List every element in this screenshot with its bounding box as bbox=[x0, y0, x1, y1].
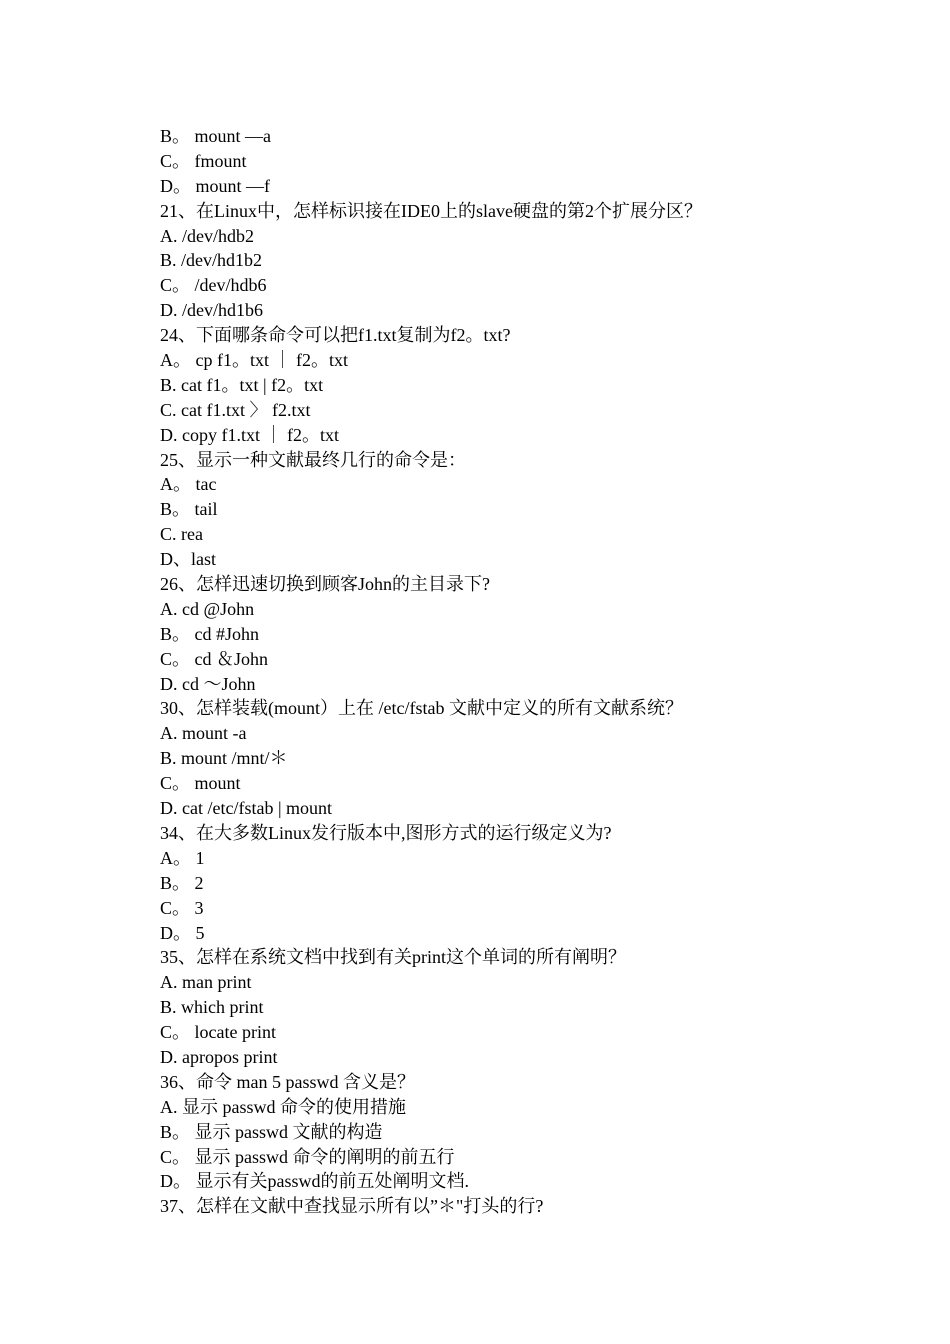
option-line: B. /dev/hd1b2 bbox=[160, 250, 262, 271]
question-line: 36、命令 man 5 passwd 含义是？ bbox=[160, 1071, 415, 1092]
option-line: A。 1 bbox=[160, 847, 205, 868]
option-line: B. which print bbox=[160, 997, 264, 1018]
option-line: A. cd @John bbox=[160, 598, 255, 619]
option-line: D、last bbox=[160, 549, 216, 570]
document-page bbox=[160, 124, 880, 1219]
option-line: D. cat /etc/fstab | mount bbox=[160, 798, 333, 819]
option-line: C。 显示 passwd 命令的阐明的前五行 bbox=[160, 1146, 455, 1167]
option-line: A. /dev/hdb2 bbox=[160, 225, 254, 246]
option-line: D. /dev/hd1b6 bbox=[160, 300, 263, 321]
option-line: D。 显示有关passwd的前五处阐明文档. bbox=[160, 1171, 469, 1192]
option-line: C. cat f1.txt 〉 f2.txt bbox=[160, 399, 311, 420]
option-line: B。 cd #John bbox=[160, 623, 259, 644]
option-line: A。 tac bbox=[160, 474, 217, 495]
option-line: C。 mount bbox=[160, 773, 241, 794]
option-line: B。 显示 passwd 文献的构造 bbox=[160, 1121, 383, 1142]
question-line: 30、怎样装载(mount）上在 /etc/fstab 文献中定义的所有文献系统？ bbox=[160, 698, 683, 719]
question-line: 37、怎样在文献中查找显示所有以”＊"打头的行? bbox=[160, 1196, 544, 1217]
question-line: 21、在Linux中，怎样标识接在IDE0上的slave硬盘的第2个扩展分区？ bbox=[160, 200, 702, 221]
option-line: A. mount -a bbox=[160, 723, 247, 744]
option-line: B。 2 bbox=[160, 872, 204, 893]
option-line: D。 5 bbox=[160, 922, 205, 943]
option-line: C. rea bbox=[160, 524, 203, 545]
question-line: 34、在大多数Linux发行版本中,图形方式的运行级定义为? bbox=[160, 822, 612, 843]
option-line: B. cat f1。txt | f2。txt bbox=[160, 374, 324, 395]
option-line: C。 cd ＆John bbox=[160, 648, 268, 669]
option-line: C。 3 bbox=[160, 897, 204, 918]
question-line: 25、显示一种文献最终几行的命令是： bbox=[160, 449, 466, 470]
question-line: 35、怎样在系统文档中找到有关print这个单词的所有阐明？ bbox=[160, 947, 626, 968]
option-line: A。 cp f1。txt ｜ f2。txt bbox=[160, 350, 348, 371]
option-line: C。 locate print bbox=[160, 1022, 276, 1043]
option-line: D. apropos print bbox=[160, 1046, 278, 1067]
option-line: B. mount /mnt/＊ bbox=[160, 748, 288, 769]
option-line: D. cd ～John bbox=[160, 673, 256, 694]
question-line: 24、下面哪条命令可以把f1.txt复制为f2。txt? bbox=[160, 325, 511, 346]
option-line: A. man print bbox=[160, 972, 252, 993]
option-line: C。 /dev/hdb6 bbox=[160, 275, 267, 296]
option-line: D. copy f1.txt ｜ f2。txt bbox=[160, 424, 339, 445]
option-line: D。 mount —f bbox=[160, 175, 270, 196]
question-line: 26、怎样迅速切换到顾客John的主目录下? bbox=[160, 574, 490, 595]
option-line: B。 tail bbox=[160, 499, 218, 520]
option-line: A. 显示 passwd 命令的使用措施 bbox=[160, 1096, 406, 1117]
option-line: C。 fmount bbox=[160, 150, 247, 171]
option-line: B。 mount —a bbox=[160, 126, 271, 146]
